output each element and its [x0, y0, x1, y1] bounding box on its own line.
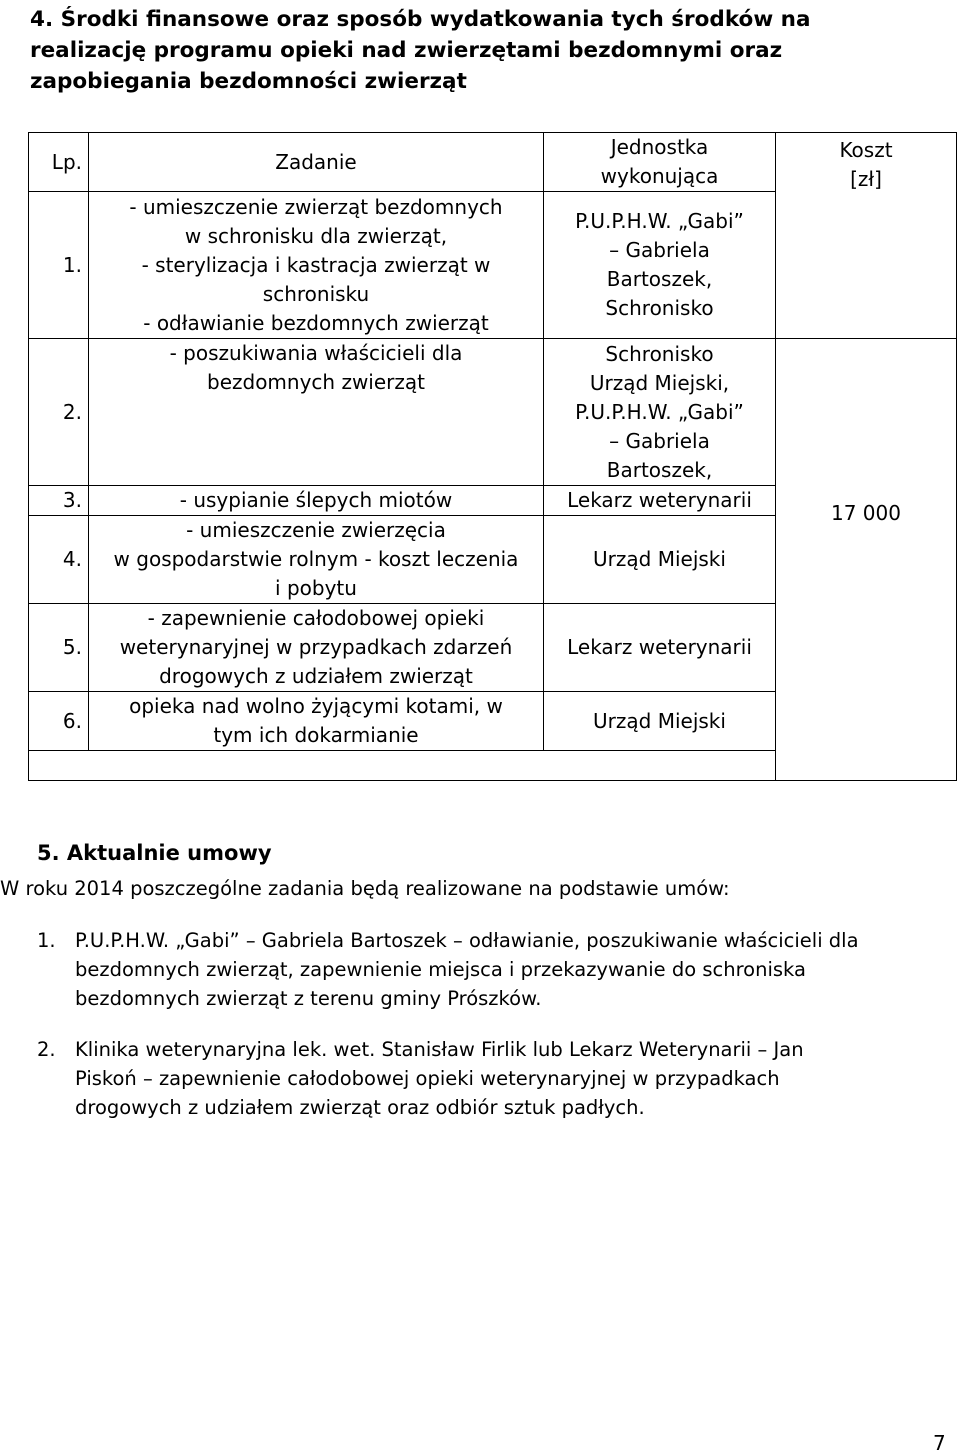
row-lp: 3.	[29, 486, 89, 516]
list-item-number: 1.	[37, 929, 56, 952]
section-5-title-text: Aktualnie umowy	[66, 841, 272, 865]
list-item-text: Klinika weterynaryjna lek. wet. Stanisław Firlik lub Lekarz Weterynarii – Jan Piskoń – zapewnienie całodobowej opieki weterynaryjnej w przypadkach drogowych z udziałem zwierząt oraz odbiór sztuk padłych.	[75, 1038, 804, 1119]
row-unit: Schronisko Urząd Miejski, P.U.P.H.W. „Gabi” – Gabriela Bartoszek,	[544, 339, 776, 486]
table-header-row	[29, 133, 957, 192]
row-task: - usypianie ślepych miotów	[89, 486, 544, 516]
page-number: 7	[933, 1431, 946, 1455]
row-task: - poszukiwania właścicieli dla bezdomnych zwierząt	[89, 339, 544, 486]
row-lp: 1.	[29, 192, 89, 339]
header-unit: Jednostka wykonująca	[544, 133, 776, 192]
row-task: - umieszczenie zwierzęcia w gospodarstwie rolnym - koszt leczenia i pobytu	[89, 516, 544, 604]
heading-line: 4. Środki finansowe oraz sposób wydatkowania tych środków na	[30, 7, 811, 32]
row-unit: P.U.P.H.W. „Gabi” – Gabriela Bartoszek, Schronisko	[544, 192, 776, 339]
list-item-number: 2.	[37, 1038, 56, 1061]
list-item-text: P.U.P.H.W. „Gabi” – Gabriela Bartoszek – odławianie, poszukiwanie właścicieli dla bezdomnych zwierząt, zapewnienie miejsca i przekazywanie do schroniska bezdomnych zwierząt z terenu gminy Prószków.	[75, 929, 859, 1010]
header-lp: Lp.	[29, 133, 89, 192]
row-lp: 5.	[29, 604, 89, 692]
table-row	[29, 339, 957, 486]
row-unit: Urząd Miejski	[544, 516, 776, 604]
row-lp: 6.	[29, 692, 89, 751]
section-heading	[30, 4, 930, 97]
row-lp: 4.	[29, 516, 89, 604]
row-task: - umieszczenie zwierząt bezdomnych w schronisku dla zwierząt, - sterylizacja i kastracja zwierząt w schronisku - odławianie bezdomnych zwierząt	[89, 192, 544, 339]
row-unit: Lekarz weterynarii	[544, 604, 776, 692]
tasks-table	[28, 132, 957, 781]
row-unit: Lekarz weterynarii	[544, 486, 776, 516]
heading-line: realizację programu opieki nad zwierzętami bezdomnymi oraz	[30, 38, 783, 63]
section-5-number: 5.	[37, 841, 60, 865]
row-lp: 2.	[29, 339, 89, 486]
section-5-intro: W roku 2014 poszczególne zadania będą realizowane na podstawie umów:	[0, 877, 730, 900]
total-cost: 17 000	[776, 339, 957, 781]
heading-line: zapobiegania bezdomności zwierząt	[30, 69, 467, 94]
section-5-title	[37, 838, 272, 868]
header-task: Zadanie	[89, 133, 544, 192]
row-unit: Urząd Miejski	[544, 692, 776, 751]
row-task: - zapewnienie całodobowej opieki weterynaryjnej w przypadkach zdarzeń drogowych z udziałem zwierząt	[89, 604, 544, 692]
empty-cell	[29, 751, 776, 781]
header-cost: Koszt [zł]	[776, 133, 957, 339]
row-task: opieka nad wolno żyjącymi kotami, w tym ich dokarmianie	[89, 692, 544, 751]
